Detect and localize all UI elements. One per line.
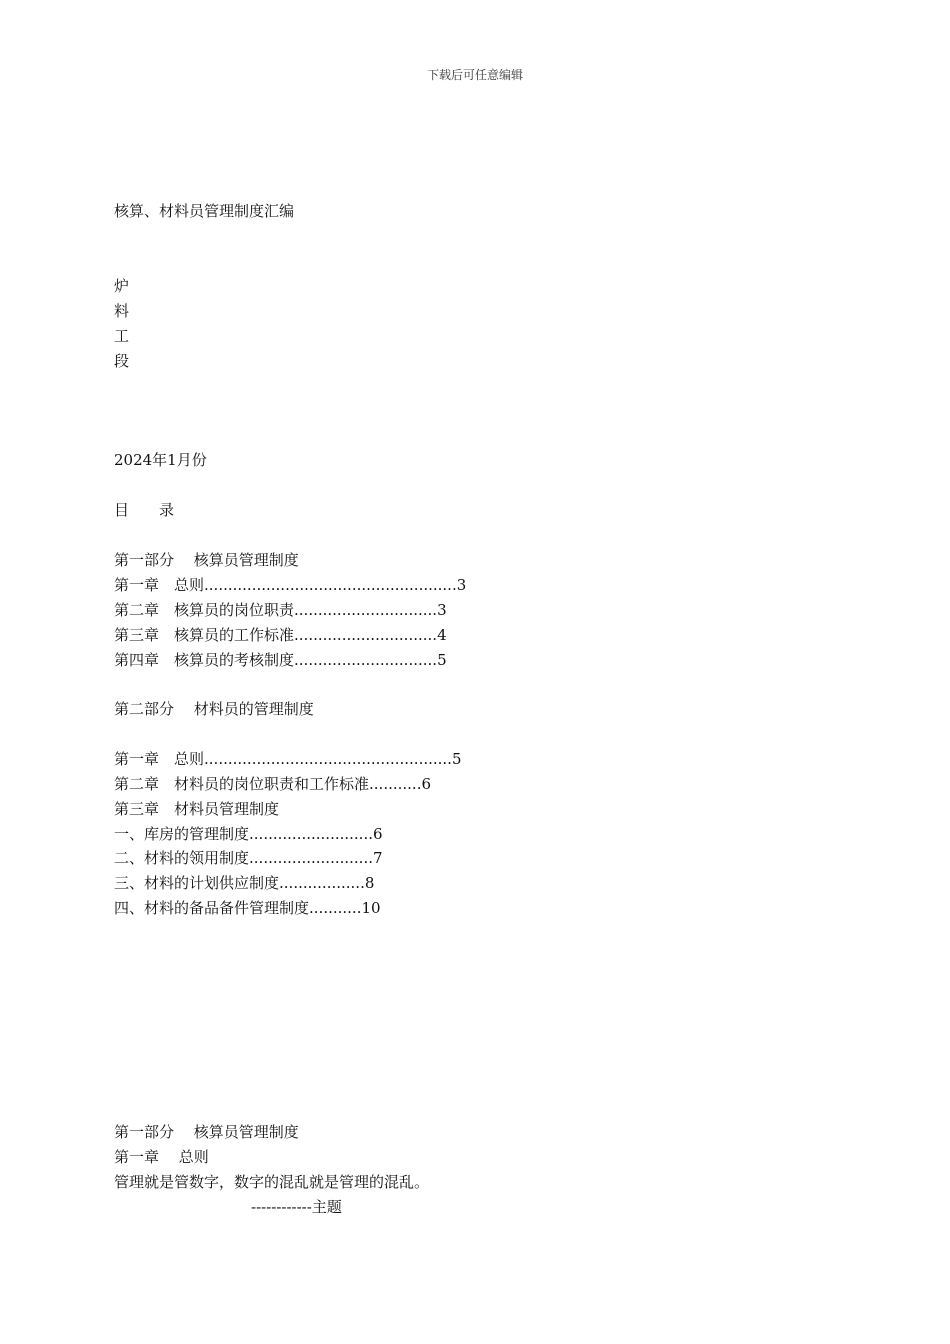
toc-entry xyxy=(114,799,279,819)
toc-entry xyxy=(114,749,462,769)
toc-entry xyxy=(114,873,374,893)
toc-part2-heading: 第二部分 材料员的管理制度 xyxy=(114,700,314,718)
toc-entry-dots: .............................. xyxy=(294,626,438,644)
toc-entry-page: 3 xyxy=(437,601,447,619)
toc-entry-dots: .............................. xyxy=(294,651,438,669)
toc-entry-dots: .......................... xyxy=(249,849,373,867)
toc-entry-page: 8 xyxy=(364,874,375,892)
department-char-2: 料 xyxy=(114,302,130,320)
body-quote-attribution: ------------主题 xyxy=(251,1198,342,1216)
toc-entry-label: 二、材料的领用制度 xyxy=(114,849,250,867)
department-char-4: 段 xyxy=(114,352,130,370)
department-char-3: 工 xyxy=(114,327,130,345)
toc-part1-heading: 第一部分 核算员管理制度 xyxy=(114,551,299,569)
toc-entry xyxy=(114,575,466,595)
body-part-heading: 第一部分 核算员管理制度 xyxy=(114,1123,299,1141)
toc-entry-dots: .................. xyxy=(279,874,365,892)
document-date: 2024年1月份 xyxy=(114,451,207,469)
toc-entry-page: 6 xyxy=(421,775,432,793)
toc-entry-label: 第三章 核算员的工作标准 xyxy=(114,626,295,644)
toc-entry xyxy=(114,824,383,844)
body-quote: 管理就是管数字，数字的混乱就是管理的混乱。 xyxy=(114,1173,430,1191)
toc-entry-dots: .............................. xyxy=(294,601,438,619)
toc-entry-label: 三、材料的计划供应制度 xyxy=(114,874,280,892)
toc-entry xyxy=(114,625,447,645)
toc-entry-page: 3 xyxy=(456,576,467,594)
toc-entry-page: 5 xyxy=(451,750,462,768)
toc-entry-page: 5 xyxy=(437,651,447,669)
toc-entry-label: 一、库房的管理制度 xyxy=(114,825,250,843)
toc-entry-page: 7 xyxy=(373,849,383,867)
toc-entry-label: 第一章 总则 xyxy=(114,750,205,768)
toc-entry-label: 第三章 材料员管理制度 xyxy=(114,800,280,818)
toc-entry-dots: .................................................... xyxy=(204,750,452,768)
toc-entry-dots: ........... xyxy=(309,899,362,917)
toc-entry-page: 4 xyxy=(437,626,447,644)
toc-entry xyxy=(114,600,447,620)
toc-entry xyxy=(114,774,431,794)
toc-entry-label: 四、材料的备品备件管理制度 xyxy=(114,899,310,917)
toc-entry xyxy=(114,650,447,670)
toc-entry-dots: ..................................................... xyxy=(204,576,457,594)
toc-entry-label: 第四章 核算员的考核制度 xyxy=(114,651,295,669)
toc-entry-dots: ........... xyxy=(369,775,422,793)
page-header: 下载后可任意编辑 xyxy=(426,68,523,82)
toc-entry xyxy=(114,898,381,918)
toc-entry-dots: .......................... xyxy=(249,825,373,843)
department-char-1: 炉 xyxy=(114,277,130,295)
toc-heading: 目 录 xyxy=(114,501,175,519)
toc-entry xyxy=(114,848,383,868)
toc-entry-page: 10 xyxy=(361,899,381,917)
toc-entry-label: 第一章 总则 xyxy=(114,576,205,594)
document-title: 核算、材料员管理制度汇编 xyxy=(114,202,295,220)
toc-entry-label: 第二章 核算员的岗位职责 xyxy=(114,601,295,619)
body-chapter-heading: 第一章 总则 xyxy=(114,1148,209,1166)
toc-entry-label: 第二章 材料员的岗位职责和工作标准 xyxy=(114,775,370,793)
toc-entry-page: 6 xyxy=(373,825,383,843)
